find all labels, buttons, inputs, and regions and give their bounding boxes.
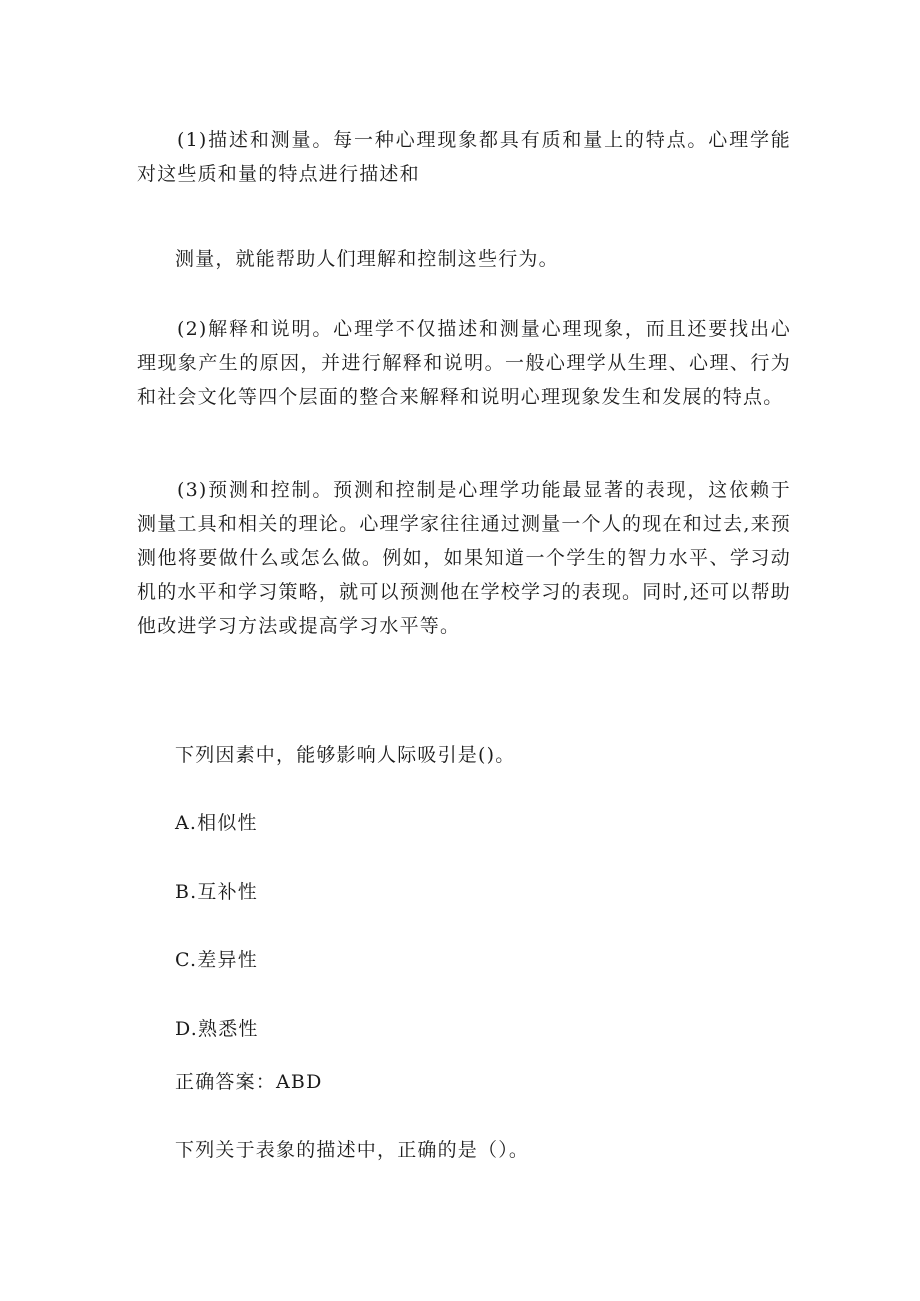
question-1-option-a: A.相似性 <box>175 812 258 834</box>
question-2-stem: 下列关于表象的描述中，正确的是（）。 <box>175 1139 530 1161</box>
question-1-option-d: D.熟悉性 <box>175 1018 259 1040</box>
question-1-option-b: B.互补性 <box>175 881 259 903</box>
question-1-answer: 正确答案：ABD <box>175 1071 323 1093</box>
paragraph-describe-measure: (1)描述和测量。每一种心理现象都具有质和量上的特点。心理学能对这些质和量的特点进行描述和 <box>137 129 791 185</box>
question-1-option-c: C.差异性 <box>175 949 258 971</box>
paragraph-describe-measure-continued: 测量，就能帮助人们理解和控制这些行为。 <box>175 248 559 270</box>
paragraph-explain: (2)解释和说明。心理学不仅描述和测量心理现象，而且还要找出心理现象产生的原因，并进行解释和说明。一般心理学从生理、心理、行为和社会文化等四个层面的整合来解释和说明心理现象发生和发展的特点。 <box>137 318 791 408</box>
question-1-stem: 下列因素中，能够影响人际吸引是()。 <box>175 744 516 766</box>
paragraph-predict-control: (3)预测和控制。预测和控制是心理学功能最显著的表现，这依赖于测量工具和相关的理论。心理学家往往通过测量一个人的现在和过去,来预测他将要做什么或怎么做。例如，如果知道一个学生的智力水平、学习动机的水平和学习策略，就可以预测他在学校学习的表现。同时,还可以帮助他改进学习方法或提高学习水平等。 <box>137 479 791 637</box>
